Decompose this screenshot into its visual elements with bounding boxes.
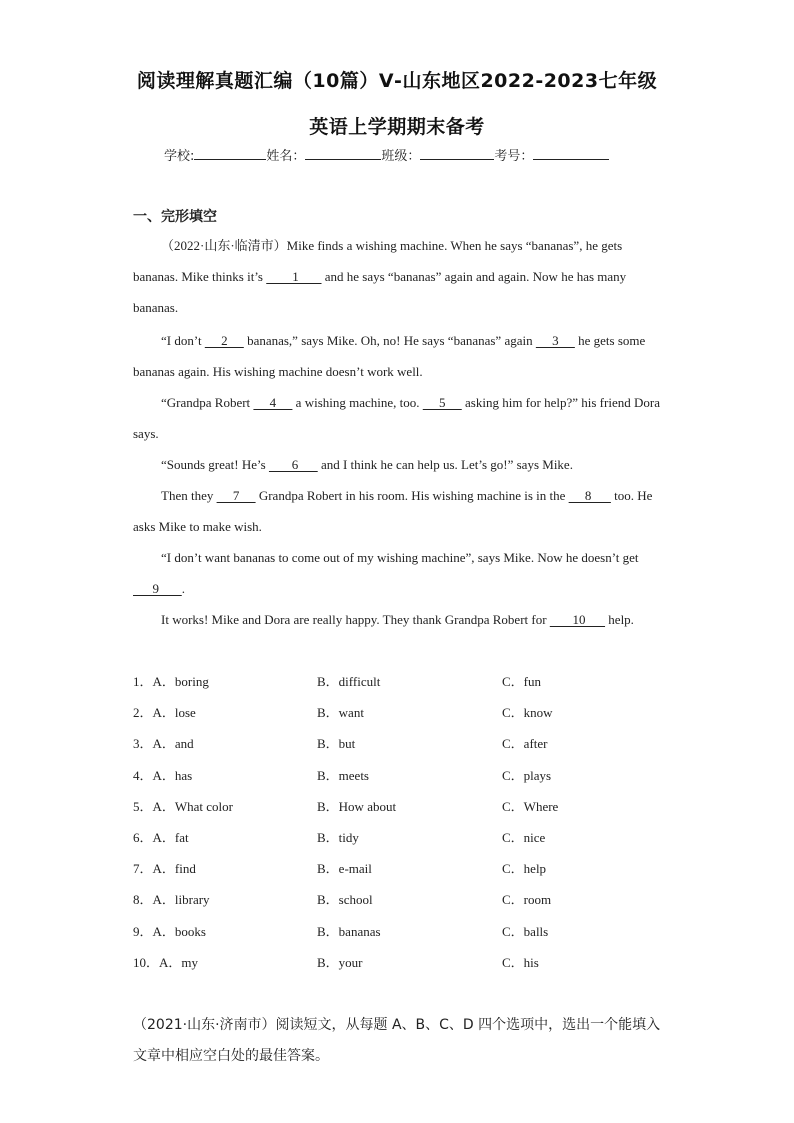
cloze-blank[interactable]: 2 [204,333,244,348]
page-title-line-1: 阅读理解真题汇编（10篇）Ⅴ-山东地区2022-2023七年级 [136,70,658,92]
option-a[interactable]: 1．A．boring [133,674,209,689]
school-label: 学校: [164,149,195,164]
passage-text: asking him for help?” his friend Dora says. [133,395,660,441]
question-row [133,889,663,909]
question-row [133,671,663,691]
cloze-blank[interactable]: 5 [422,395,462,410]
option-a[interactable]: 2．A．lose [133,705,196,721]
passage-text: Then they [161,488,217,503]
number-label: 考号： [494,149,534,164]
passage-paragraph [133,449,663,480]
option-c[interactable]: C．room [502,892,552,908]
passage-text: “I don’t want bananas to come out of my wishing machine”, says Mike. Now he doesn’t get [161,550,639,565]
class-field[interactable] [420,147,494,160]
question-row [133,733,663,753]
option-a[interactable]: 4．A．has [133,767,193,783]
passage-text: “Grandpa Robert [161,395,254,410]
cloze-blank[interactable]: 8 [568,488,611,503]
option-a[interactable]: 7．A．find [133,861,196,877]
option-a[interactable]: 3．A．and [133,736,194,752]
passage-text: bananas,” says Mike. Oh, no! He says “bananas” again [243,333,536,348]
passage-paragraph [133,604,663,635]
passage-text: It works! Mike and Dora are really happy. They thank Grandpa Robert for [161,612,550,627]
option-c[interactable]: C．after [502,736,548,752]
passage-text: . [181,581,185,596]
option-b[interactable]: B．meets [317,767,369,783]
option-c[interactable]: C．his [502,954,539,970]
passage-text: （2022·山东·临清市）Mike finds a wishing machine. When he says “bananas”, he gets bananas. Mike thinks it’s [133,238,623,284]
cloze-blank[interactable]: 10 [549,612,606,627]
question-row [133,858,663,878]
option-c[interactable]: C．nice [502,830,546,845]
option-b[interactable]: B．your [317,954,363,970]
page-title-line-2: 英语上学期期末备考 [309,116,485,138]
section-heading-cloze: 一、完形填空 [133,209,217,225]
question-row [133,827,663,847]
option-b[interactable]: B．want [317,705,364,721]
passage-text: and I think he can help us. Let’s go!” says Mike. [317,457,573,472]
option-a[interactable]: 8．A．library [133,892,210,908]
option-b[interactable]: B．school [317,892,373,908]
option-a[interactable]: 5．A．What color [133,798,234,814]
question-row [133,765,663,785]
section2-intro: （2021·山东·济南市）阅读短文，从每题 A、B、C、D 四个选项中，选出一个能填入文章中相应空白处的最佳答案。 [133,1017,661,1064]
cloze-blank[interactable]: 7 [216,488,256,503]
passage-text: a wishing machine, too. [292,395,423,410]
name-field[interactable] [305,147,381,160]
passage-text: he gets some bananas again. His wishing machine doesn’t work well. [133,333,646,379]
option-c[interactable]: C．balls [502,923,549,939]
option-a[interactable]: 6．A．fat [133,830,189,845]
name-label: 姓名： [266,149,306,164]
cloze-blank[interactable]: 9 [133,581,182,596]
school-field[interactable] [194,147,266,160]
option-c[interactable]: C．know [502,705,553,721]
cloze-blank[interactable]: 6 [268,457,318,472]
passage-paragraph [133,480,663,542]
question-row [133,952,663,972]
option-b[interactable]: B．bananas [317,923,381,939]
passage-text: and he says “bananas” again and again. Now he has many bananas. [133,269,627,315]
option-b[interactable]: B．tidy [317,830,359,845]
passage-text: help. [605,612,634,627]
option-c[interactable]: C．fun [502,674,542,689]
option-b[interactable]: B．How about [317,798,397,814]
option-b[interactable]: B．but [317,736,356,752]
question-row [133,796,663,816]
cloze-blank[interactable]: 3 [535,333,575,348]
option-a[interactable]: 9．A．books [133,923,206,939]
passage-text: “I don’t [161,333,205,348]
passage-text: “Sounds great! He’s [161,457,269,472]
cloze-blank[interactable]: 4 [253,395,293,410]
question-row [133,921,663,941]
option-c[interactable]: C．help [502,861,547,877]
option-b[interactable]: B．e-mail [317,861,372,877]
class-label: 班级： [381,149,421,164]
option-c[interactable]: C．Where [502,798,559,814]
passage-paragraph [133,230,663,323]
option-c[interactable]: C．plays [502,767,552,783]
number-field[interactable] [533,147,609,160]
passage-text: too. He asks Mike to make wish. [133,488,653,534]
cloze-blank[interactable]: 1 [266,269,322,284]
passage-paragraph [133,387,663,449]
student-info-row [164,145,609,164]
passage-paragraph [133,542,663,604]
question-row [133,702,663,722]
option-b[interactable]: B．difficult [317,674,381,689]
option-a[interactable]: 10．A．my [133,954,199,970]
passage-paragraph [133,325,663,387]
passage-text: Grandpa Robert in his room. His wishing machine is in the [255,488,569,503]
